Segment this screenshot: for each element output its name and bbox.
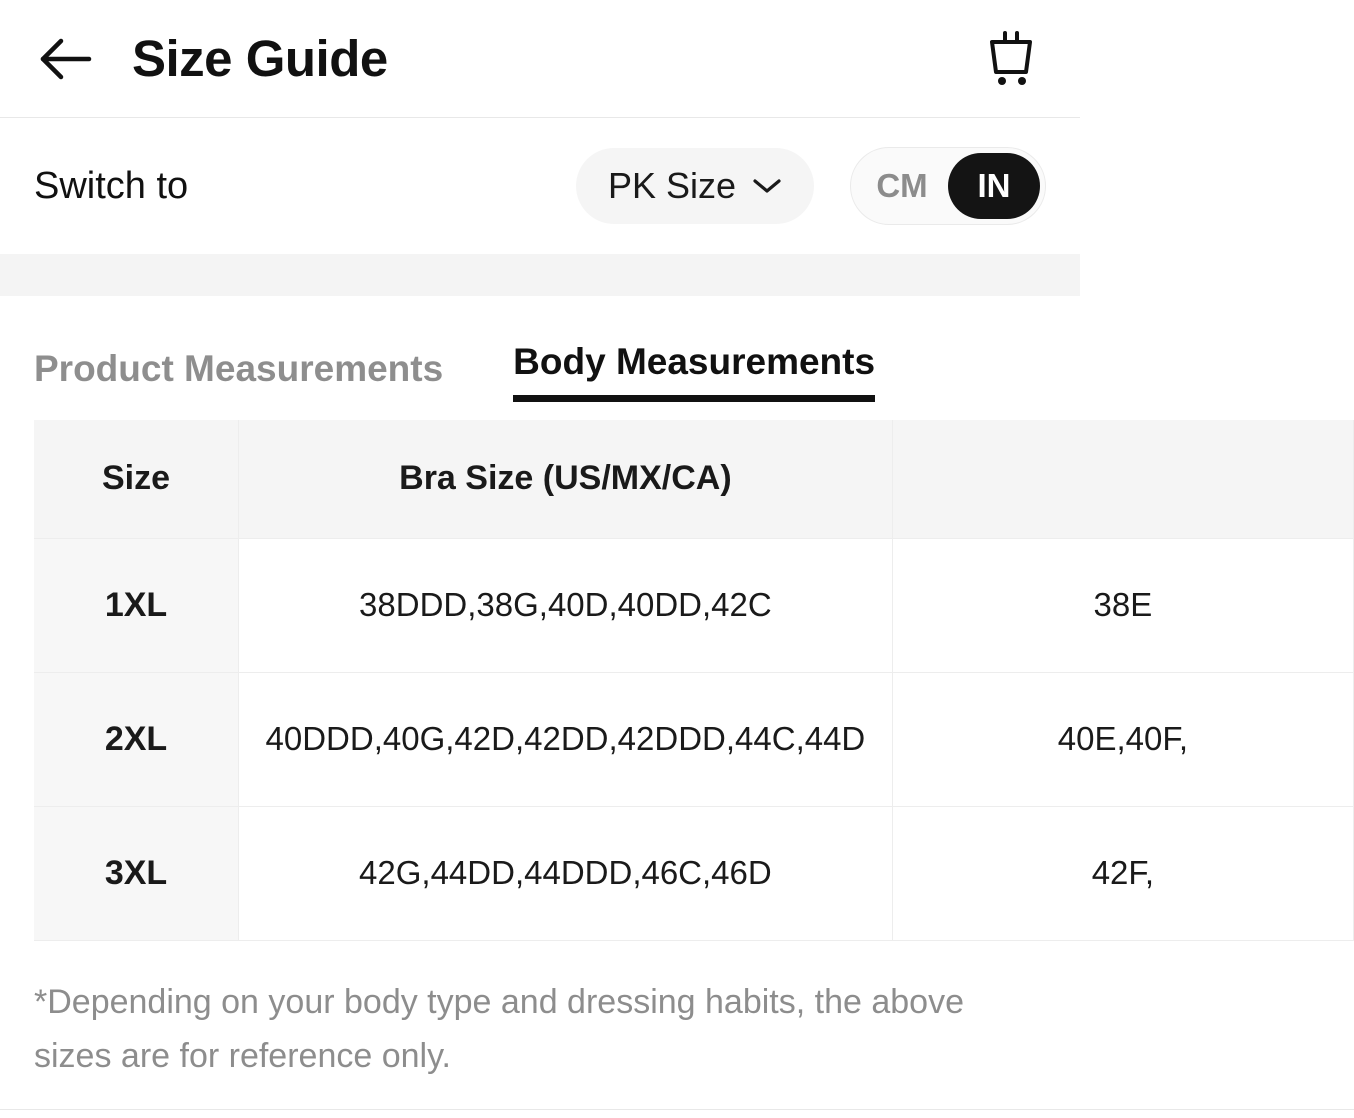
- app-header: [0, 0, 1080, 118]
- switch-to-label: Switch to: [34, 164, 189, 207]
- size-table-container[interactable]: [34, 420, 1188, 941]
- header-size: Size: [34, 420, 239, 538]
- measurement-tabs: [0, 296, 1080, 402]
- unit-option-cm[interactable]: CM: [876, 167, 928, 204]
- cell-bra-us: 40DDD,40G,42D,42DD,42DDD,44C,44D: [239, 672, 893, 806]
- section-divider-band: [0, 254, 1080, 296]
- table-row: [34, 806, 1354, 940]
- cell-size: 1XL: [34, 538, 239, 672]
- unit-switch-bar: [0, 118, 1080, 254]
- cell-bra-us: 42G,44DD,44DDD,46C,46D: [239, 806, 893, 940]
- chevron-down-icon: [752, 177, 782, 195]
- cell-bra-uk: 38E: [892, 538, 1353, 672]
- header-bra-size-uk: [892, 420, 1353, 538]
- tab-product-measurements[interactable]: Product Measurements: [34, 348, 444, 389]
- page-title: Size Guide: [132, 30, 388, 87]
- cell-size: 2XL: [34, 672, 239, 806]
- table-row: [34, 538, 1354, 672]
- arrow-left-icon: [37, 37, 93, 81]
- size-system-value: PK Size: [607, 165, 737, 206]
- header-bra-size-us: Bra Size (US/MX/CA): [239, 420, 893, 538]
- table-row: [34, 672, 1354, 806]
- size-table-head: [34, 420, 1354, 538]
- cart-button[interactable]: [978, 26, 1044, 92]
- switch-controls: [576, 147, 1046, 225]
- table-header-row: [34, 420, 1354, 538]
- cell-bra-uk: 42F,: [892, 806, 1353, 940]
- cell-size: 3XL: [34, 806, 239, 940]
- bottom-divider: [0, 1109, 1354, 1110]
- cell-bra-us: 38DDD,38G,40D,40DD,42C: [239, 538, 893, 672]
- size-table: [34, 420, 1354, 941]
- size-table-body: [34, 538, 1354, 940]
- unit-option-in[interactable]: IN: [948, 153, 1040, 219]
- size-system-select[interactable]: [576, 148, 814, 224]
- cell-bra-uk: 40E,40F,: [892, 672, 1353, 806]
- back-button[interactable]: [34, 28, 96, 90]
- size-disclaimer: *Depending on your body type and dressing habits, the above sizes are for reference only.: [34, 982, 964, 1075]
- tab-body-measurements[interactable]: Body Measurements: [513, 341, 875, 402]
- shopping-cart-icon: [980, 28, 1042, 90]
- unit-toggle[interactable]: [850, 147, 1046, 225]
